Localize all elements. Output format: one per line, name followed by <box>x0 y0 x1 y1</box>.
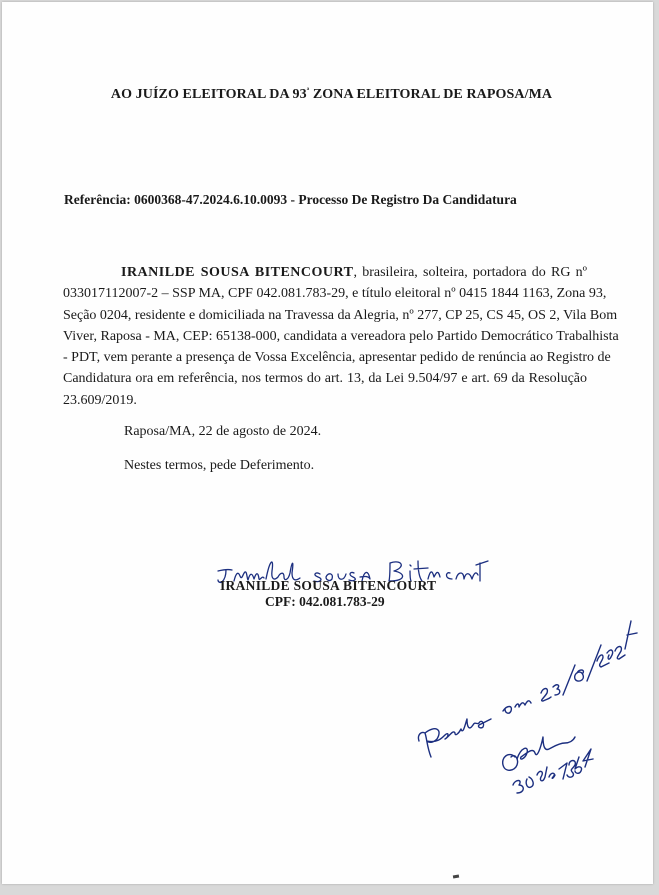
document-title <box>2 86 659 103</box>
body-line: - PDT, vem perante a presença de Vossa Excelência, apresentar pedido de renúncia ao Registro de <box>63 350 611 366</box>
process-reference: Referência: 0600368-47.2024.6.10.0093 - Processo De Registro Da Candidatura <box>64 192 517 207</box>
title-text-suffix: ZONA ELEITORAL DE RAPOSA/MA <box>309 87 553 102</box>
handwritten-receipt-annotation <box>397 607 659 822</box>
body-line <box>63 262 587 283</box>
body-line: Candidatura ora em referência, nos termos do art. 13, da Lei 9.504/97 e art. 69 da Resolução <box>63 371 587 387</box>
body-line: Viver, Raposa - MA, CEP: 65138-000, candidata a vereadora pelo Partido Democrático Trabalhista <box>63 328 619 344</box>
body-line: Seção 0204, residente e domiciliada na Travessa da Alegria, nº 277, CP 25, CS 45, OS 2, Vila Bom <box>63 307 618 323</box>
body-line: 23.609/2019. <box>63 392 137 408</box>
title-text: AO JUÍZO ELEITORAL DA 93 <box>110 87 307 102</box>
title-ordinal: ª <box>306 86 310 95</box>
signer-printed-name: IRANILDE SOUSA BITENCOURT <box>220 578 437 593</box>
scan-artifact-mark <box>453 875 459 879</box>
body-line-text: , brasileira, solteira, portadora do RG nº <box>353 265 587 280</box>
closing-line: Nestes termos, pede Deferimento. <box>124 458 315 473</box>
applicant-name: IRANILDE SOUSA BITENCOURT <box>121 265 354 280</box>
body-line: 033017112007-2 – SSP MA, CPF 042.081.783-29, e título eleitoral nº 0415 1844 1163, Zona 93, <box>63 286 607 302</box>
signer-cpf: CPF: 042.081.783-29 <box>265 594 385 609</box>
document-page <box>2 2 653 884</box>
petition-body <box>63 262 619 411</box>
date-line: Raposa/MA, 22 de agosto de 2024. <box>124 424 322 439</box>
